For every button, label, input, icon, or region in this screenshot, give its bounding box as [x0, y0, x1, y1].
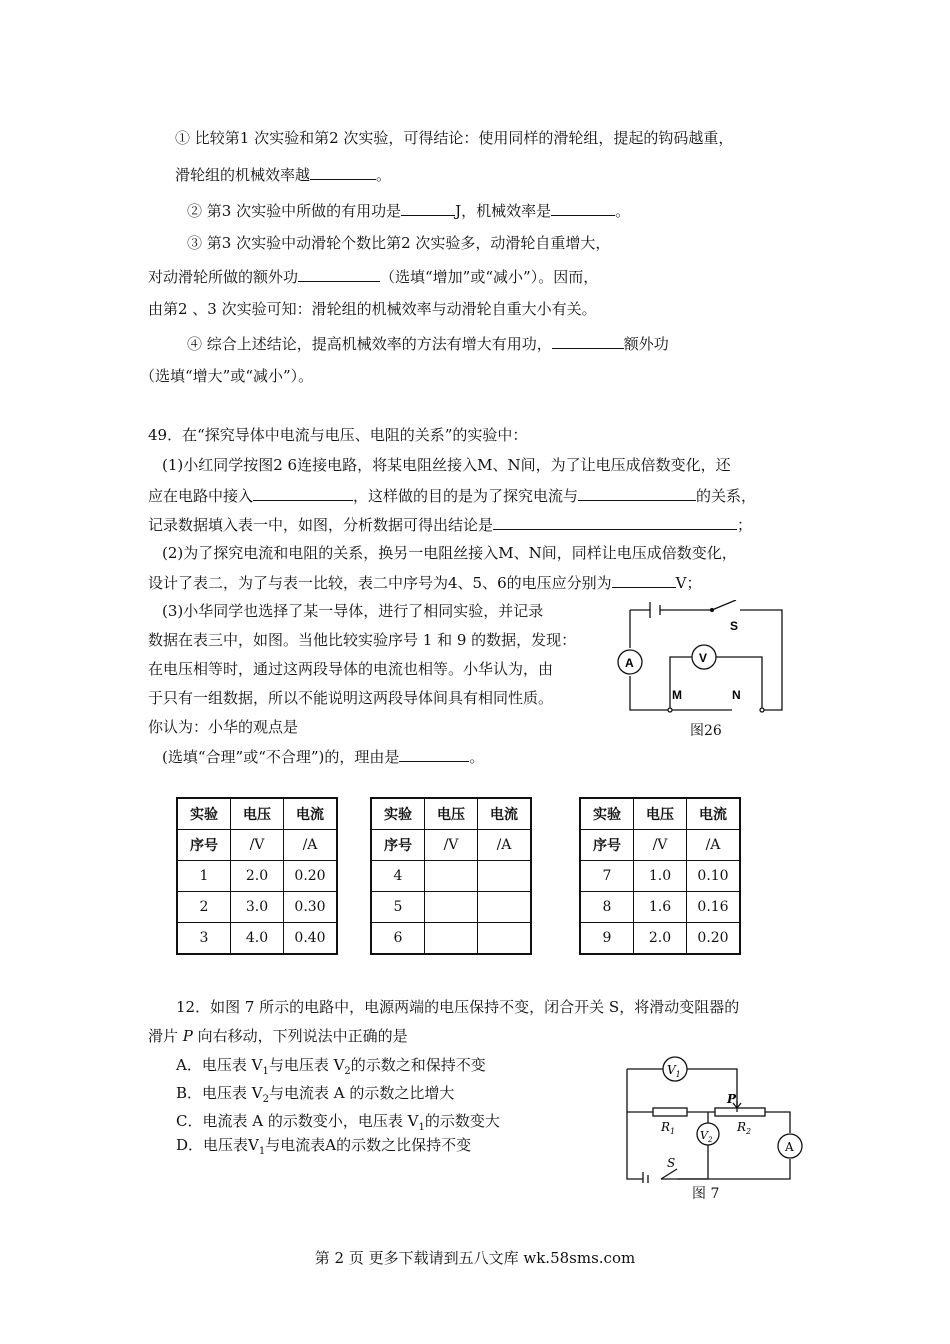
v2-letter: V — [700, 1129, 708, 1142]
q49-s3-line5: 你认为：小华的观点是 — [148, 718, 299, 736]
table-cell: 7 — [580, 861, 634, 892]
q48-point3-text-b: （选填“增加”或“减小”）。因而， — [380, 268, 599, 286]
table-row — [371, 861, 531, 892]
q12-option-b[interactable] — [176, 1083, 454, 1110]
q49-s3-line2: 数据在表三中，如图。当他比较实验序号 1 和 9 的数据，发现： — [148, 631, 577, 649]
punct: 。 — [615, 202, 631, 220]
header-cell: 实验 — [580, 798, 634, 830]
q49-s3-line1: (3)小华同学也选择了某一导体，进行了相同实验，并记录 — [162, 602, 544, 620]
r1-label — [660, 1120, 675, 1136]
q12-text-a: 滑片 — [148, 1027, 183, 1045]
r1-sub: 1 — [670, 1127, 676, 1136]
q49-s1-text-b: ，这样做的目的是为了探究电流与 — [353, 487, 579, 505]
empty-input-cell[interactable] — [478, 892, 532, 923]
table-cell: 8 — [580, 892, 634, 923]
table-cell: 0.10 — [687, 861, 741, 892]
answer-blank[interactable] — [401, 200, 455, 216]
q48-point1-text: 滑轮组的机械效率越 — [175, 166, 311, 184]
table-cell: 0.20 — [284, 861, 338, 892]
table-cell: 9 — [580, 923, 634, 955]
answer-blank[interactable] — [493, 514, 737, 530]
empty-input-cell[interactable] — [425, 923, 478, 955]
r2-letter: R — [737, 1120, 747, 1134]
q48-point4-text-a: ④ 综合上述结论，提高机械效率的方法有增大有用功， — [187, 335, 552, 353]
empty-input-cell[interactable] — [478, 923, 532, 955]
opt-text: 与电压表 V — [268, 1056, 345, 1074]
punct: 。 — [376, 166, 392, 184]
q49-s2-line2 — [148, 572, 701, 593]
table-cell: 1.6 — [634, 892, 687, 923]
switch-blade — [661, 1169, 677, 1179]
header-cell: 电流 — [687, 798, 741, 830]
q49-s3-line6 — [162, 746, 484, 767]
opt-text: A．电压表 V — [176, 1056, 263, 1074]
q49-s1-line3 — [148, 514, 752, 535]
punct: 。 — [469, 748, 485, 766]
v1-letter: V — [667, 1063, 676, 1077]
voltmeter-wires — [670, 657, 762, 710]
header-cell: /A — [478, 830, 532, 861]
answer-blank[interactable] — [399, 746, 469, 762]
terminal-m-label: M — [672, 688, 682, 702]
q48-point3-line2 — [148, 266, 598, 287]
q12-text-b: 向右移动，下列说法中正确的是 — [192, 1027, 408, 1045]
header-cell: 序号 — [371, 830, 425, 861]
q49-s3-line3: 在电压相等时，通过这两段导体的电流也相等。小华认为，由 — [148, 660, 554, 678]
q48-point3-line1: ③ 第3 次实验中动滑轮个数比第2 次实验多，动滑轮自重增大， — [187, 234, 611, 252]
opt-text: 的示数变大 — [424, 1112, 500, 1130]
q48-point3-text-a: 对动滑轮所做的额外功 — [148, 268, 299, 286]
table-row — [371, 923, 531, 955]
v1-label — [667, 1063, 681, 1079]
switch-blade — [712, 600, 736, 610]
figure-7-caption: 图 7 — [692, 1186, 720, 1202]
table-cell: 1 — [177, 861, 231, 892]
figure-26-caption: 图26 — [690, 723, 722, 739]
table-row — [371, 830, 531, 861]
header-cell: /V — [231, 830, 284, 861]
table-cell: 3 — [177, 923, 231, 955]
answer-blank[interactable] — [310, 164, 376, 180]
sub: 1 — [262, 1066, 269, 1077]
q12-option-c[interactable] — [176, 1111, 500, 1138]
header-cell: 实验 — [177, 798, 231, 830]
table-row — [580, 892, 740, 923]
q49-s2-line1: (2)为了探究电流和电阻的关系，换另一电阻丝接入M、N间，同样让电压成倍数变化， — [162, 544, 737, 562]
table-cell: 3.0 — [231, 892, 284, 923]
terminal-n — [760, 708, 764, 712]
terminal-m — [668, 708, 672, 712]
header-cell: 电流 — [284, 798, 338, 830]
q12-stem-line1: 12．如图 7 所示的电路中，电源两端的电压保持不变，闭合开关 S，将滑动变阻器的 — [176, 998, 740, 1016]
sub: 2 — [262, 1094, 269, 1105]
terminal-n-label: N — [732, 688, 741, 702]
q49-s1-text-c: 的关系， — [696, 487, 757, 505]
r1-letter: R — [661, 1120, 671, 1134]
circuit-figure-26 — [612, 600, 792, 720]
v1-sub: 1 — [675, 1070, 681, 1079]
q49-s3-text-a: (选填“合理”或“不合理”)的，理由是 — [162, 748, 400, 766]
table-cell: 0.40 — [284, 923, 338, 955]
table-row — [177, 798, 337, 830]
table-cell: 1.0 — [634, 861, 687, 892]
resistor-r1 — [653, 1108, 687, 1116]
q12-text-p: P — [182, 1027, 193, 1045]
opt-text: C．电流表 A 的示数变小，电压表 V — [176, 1112, 419, 1130]
q12-stem-line2 — [148, 1026, 408, 1046]
r2-sub: 2 — [746, 1127, 752, 1136]
ammeter-label: A — [625, 656, 634, 670]
q12-option-a[interactable] — [176, 1055, 486, 1082]
table-row — [580, 861, 740, 892]
header-cell: /V — [634, 830, 687, 861]
table-cell: 5 — [371, 892, 425, 923]
table-row — [177, 923, 337, 955]
table-cell: 2.0 — [231, 861, 284, 892]
empty-input-cell[interactable] — [425, 861, 478, 892]
data-table-3 — [579, 797, 741, 955]
punct: ； — [737, 516, 753, 534]
q48-point1-line2 — [175, 164, 391, 185]
p-label: P — [727, 1092, 737, 1106]
q49-s2-text-b: V； — [675, 574, 702, 592]
q48-point2 — [187, 200, 630, 221]
q48-point4-text-b: 额外功 — [623, 335, 669, 353]
rheostat-r2 — [715, 1108, 765, 1116]
header-cell: 序号 — [177, 830, 231, 861]
table-row — [177, 892, 337, 923]
r2-label — [736, 1120, 751, 1136]
q48-point2-text-b: J，机械效率是 — [455, 202, 552, 220]
v2-sub: 2 — [707, 1136, 713, 1144]
table-cell: 0.20 — [687, 923, 741, 955]
answer-blank[interactable] — [578, 485, 696, 501]
circuit-figure-7 — [615, 1055, 815, 1183]
q49-s3-line4: 于只有一组数据，所以不能说明这两段导体间具有相同性质。 — [148, 689, 554, 707]
header-cell: 电压 — [425, 798, 478, 830]
switch-contact — [711, 609, 714, 612]
opt-text: D．电压表V — [176, 1136, 259, 1154]
table-cell: 0.16 — [687, 892, 741, 923]
q12-option-d[interactable] — [176, 1135, 471, 1162]
table-cell: 4 — [371, 861, 425, 892]
table-row — [580, 923, 740, 955]
table-row — [580, 830, 740, 861]
q48-point3-line3: 由第2 、3 次实验可知：滑轮组的机械效率与动滑轮自重大小有关。 — [148, 300, 597, 318]
table-cell: 6 — [371, 923, 425, 955]
table-cell: 2 — [177, 892, 231, 923]
q49-s1-text-a: 应在电路中接入 — [148, 487, 254, 505]
q48-point4-line1 — [187, 333, 669, 354]
switch-label: S — [667, 1156, 676, 1170]
page-footer: 第 2 页 更多下载请到五八文库 wk.58sms.com — [314, 1249, 636, 1267]
opt-text: 与电流表A的示数之比保持不变 — [265, 1136, 472, 1154]
q49-s2-text-a: 设计了表二，为了与表一比较，表二中序号为4、5、6的电压应分别为 — [148, 574, 612, 592]
table-row — [371, 892, 531, 923]
header-cell: /V — [425, 830, 478, 861]
header-cell: 电压 — [231, 798, 284, 830]
sub: 1 — [418, 1122, 425, 1133]
opt-text: 与电流表 A 的示数之比增大 — [269, 1084, 455, 1102]
answer-blank[interactable] — [253, 485, 353, 501]
answer-blank[interactable] — [612, 572, 676, 588]
header-cell: 电压 — [634, 798, 687, 830]
answer-blank[interactable] — [551, 200, 615, 216]
header-cell: 实验 — [371, 798, 425, 830]
header-cell: 电流 — [478, 798, 532, 830]
table-row — [371, 798, 531, 830]
table-row — [177, 861, 337, 892]
ammeter-label: A — [785, 1140, 794, 1154]
table-row — [177, 830, 337, 861]
q48-point4-line2: （选填“增大”或“减小”）。 — [140, 367, 314, 385]
sub: 1 — [258, 1146, 266, 1157]
switch-label: S — [730, 619, 739, 633]
opt-text: 的示数之和保持不变 — [350, 1056, 486, 1074]
header-cell: 序号 — [580, 830, 634, 861]
q49-s1-line1: (1)小红同学按图2 6连接电路，将某电阻丝接入M、N间，为了让电压成倍数变化，还 — [162, 456, 731, 474]
v2-label — [700, 1129, 713, 1144]
data-table-2 — [370, 797, 532, 955]
wire — [627, 1069, 790, 1179]
header-cell: /A — [687, 830, 741, 861]
empty-input-cell[interactable] — [425, 892, 478, 923]
table-cell: 0.30 — [284, 892, 338, 923]
answer-blank[interactable] — [552, 333, 624, 349]
table-cell: 4.0 — [231, 923, 284, 955]
table-row — [580, 798, 740, 830]
data-table-1 — [176, 797, 338, 955]
voltmeter-label: V — [699, 651, 708, 665]
opt-text: B．电压表 V — [176, 1084, 263, 1102]
q49-s1-text-d: 记录数据填入表一中，如图，分析数据可得出结论是 — [148, 516, 494, 534]
q48-point1-line1: ① 比较第1 次实验和第2 次实验，可得结论：使用同样的滑轮组，提起的钩码越重， — [175, 129, 734, 147]
q48-point2-text-a: ② 第3 次实验中所做的有用功是 — [187, 202, 402, 220]
q49-s1-line2 — [148, 485, 756, 506]
q49-title: 49．在“探究导体中电流与电压、电阻的关系”的实验中： — [148, 426, 528, 444]
answer-blank[interactable] — [298, 266, 380, 282]
empty-input-cell[interactable] — [478, 861, 532, 892]
sub: 2 — [344, 1066, 351, 1077]
header-cell: /A — [284, 830, 338, 861]
table-cell: 2.0 — [634, 923, 687, 955]
